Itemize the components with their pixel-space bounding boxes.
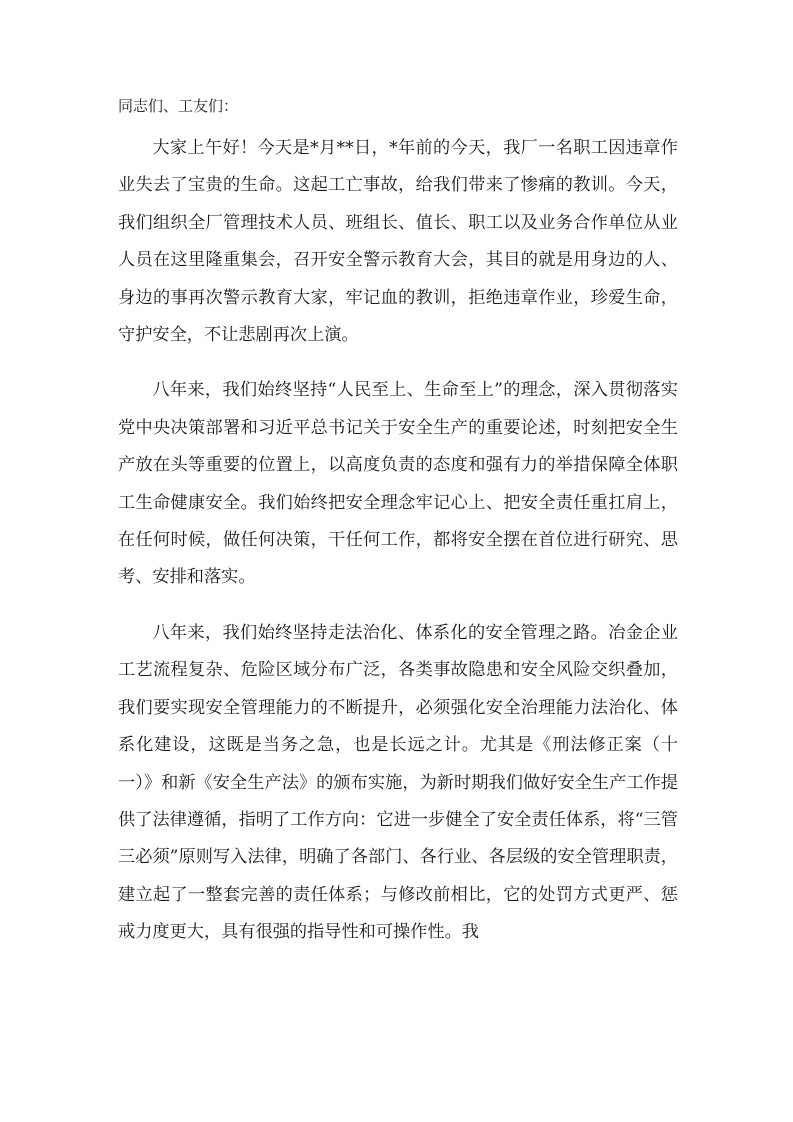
paragraph-safety-philosophy: 八年来，我们始终坚持“人民至上、生命至上”的理念，深入贯彻落实党中央决策部署和习近平总书记关于安全生产的重要论述，时刻把安全生产放在头等重要的位置上，以高度负责的态度和强有力的举措保障全体职工生命健康安全。我们始终把安全理念牢记心上、把安全责任重扛肩上，在任何时候，做任何决策，干任何工作，都将安全摆在首位进行研究、思考、安排和落实。 <box>118 380 678 588</box>
document-body <box>118 130 678 970</box>
paragraph-opening: 大家上午好！今天是*月**日，*年前的今天，我厂一名职工因违章作业失去了宝贵的生命。这起工亡事故，给我们带来了惨痛的教训。今天，我们组织全厂管理技术人员、班组长、值长、职工以及业务合作单位从业人员在这里隆重集会，召开安全警示教育大会，其目的就是用身边的人、身边的事再次警示教育大家，牢记血的教训，拒绝违章作业，珍爱生命，守护安全，不让悲剧再次上演。 <box>118 138 678 346</box>
paragraph-legal-system: 八年来，我们始终坚持走法治化、体系化的安全管理之路。冶金企业工艺流程复杂、危险区域分布广泛，各类事故隐患和安全风险交织叠加，我们要实现安全管理能力的不断提升，必须强化安全治理能力法治化、体系化建设，这既是当务之急，也是长远之计。尤其是《刑法修正案（十一）》和新《安全生产法》的颁布实施，为新时期我们做好安全生产工作提供了法律遵循，指明了工作方向：它进一步健全了安全责任体系，将“三管三必须”原则写入法律，明确了各部门、各行业、各层级的安全管理职责，建立起了一整套完善的责任体系；与修改前相比，它的处罚方式更严、惩戒力度更大，具有很强的指导性和可操作性。我 <box>118 622 678 943</box>
salutation: 同志们、工友们： <box>118 97 239 115</box>
